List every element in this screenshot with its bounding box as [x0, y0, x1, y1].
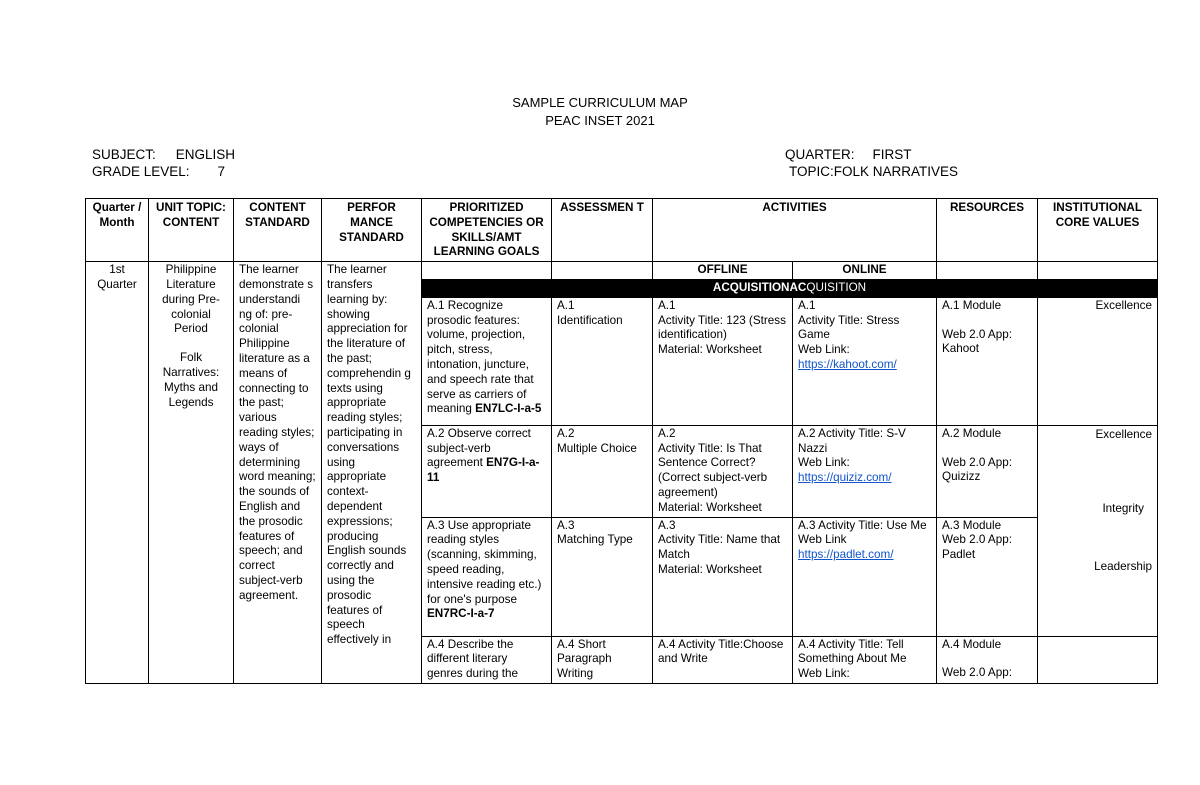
assessment-name: Identification — [557, 313, 623, 327]
subheader-blank-res — [937, 262, 1038, 280]
col-competencies-header: PRIORITIZED COMPETENCIES OR SKILLS/AMT LEARNING GOALS — [422, 199, 552, 262]
competency-code: EN7LC-I-a-5 — [475, 402, 542, 416]
col-performance-header: PERFOR MANCE STANDARD — [322, 199, 422, 262]
assessment-cell — [552, 636, 653, 683]
subheader-blank-comp — [422, 262, 552, 280]
assessment-code: A.2 — [557, 426, 575, 440]
offline-code: A.1 — [658, 298, 676, 312]
core-value: Excellence — [1095, 427, 1153, 441]
offline-code: A.3 — [658, 518, 676, 532]
online-title: A.3 Activity Title: Use Me — [798, 518, 927, 532]
quarter-value: FIRST — [872, 147, 912, 162]
col-assessment-header: ASSESSMEN T — [552, 199, 653, 262]
offline-title: A.4 Activity Title:Choose and Write — [658, 637, 784, 666]
online-link[interactable]: https://quiziz.com/ — [798, 471, 892, 485]
quarter-line — [785, 147, 912, 162]
resource-app: Web 2.0 App: Kahoot — [942, 327, 1012, 356]
grade-label: GRADE LEVEL: — [92, 164, 190, 179]
curriculum-map-table — [85, 198, 1158, 684]
resource-module: A.3 Module — [942, 518, 1002, 532]
subject-label: SUBJECT: — [92, 147, 156, 162]
assessment-cell — [552, 297, 653, 425]
unit-topic-cell — [149, 262, 234, 684]
offline-code: A.2 — [658, 426, 676, 440]
assessment-name: A.4 Short Paragraph Writing — [557, 637, 612, 681]
online-web-label: Web Link: — [798, 667, 850, 681]
offline-material: Material: Worksheet — [658, 500, 762, 514]
unit-subtitle: Folk Narratives: Myths and Legends — [162, 351, 220, 409]
core-value: Integrity — [1102, 501, 1145, 515]
online-activity-cell — [793, 425, 937, 517]
grade-value: 7 — [217, 164, 226, 179]
online-link[interactable]: https://kahoot.com/ — [798, 357, 897, 371]
assessment-cell — [552, 517, 653, 636]
col-unit-header: UNIT TOPIC: CONTENT — [149, 199, 234, 262]
assessment-name: Matching Type — [557, 533, 633, 547]
core-value: Excellence — [1095, 298, 1153, 312]
banner-bold: ACQUISITIONAC — [712, 280, 807, 294]
core-value: Leadership — [1094, 560, 1153, 574]
resource-app: Web 2.0 App: — [942, 666, 1012, 680]
competency-cell — [422, 297, 552, 425]
col-content-header: CONTENT STANDARD — [234, 199, 322, 262]
resources-cell — [937, 636, 1038, 683]
resources-cell — [937, 517, 1038, 636]
competency-text: A.2 Observe correct subject-verb agreement — [427, 426, 531, 470]
document-title: SAMPLE CURRICULUM MAP — [512, 95, 688, 110]
resource-app: Web 2.0 App: Padlet — [942, 533, 1012, 562]
resource-module: A.4 Module — [942, 637, 1002, 651]
col-quarter-header: Quarter / Month — [86, 199, 149, 262]
subheader-row — [86, 262, 1158, 280]
subheader-blank-assess — [552, 262, 653, 280]
quarter-cell: 1st Quarter — [86, 262, 149, 684]
online-activity-cell — [793, 517, 937, 636]
competency-text: A.4 Describe the different literary genres during the — [427, 637, 518, 681]
content-standard-cell: The learner demonstrate s understandi ng of: pre-colonial Philippine literature as a means of connecting to the past; various reading styles; ways of determining word meaning; the sounds of English and the prosodic features of speech; and correct subject-verb agreement. — [234, 262, 322, 684]
subject-line — [92, 147, 235, 162]
offline-title: Activity Title: Name that Match — [658, 533, 781, 562]
offline-header: OFFLINE — [653, 262, 793, 280]
assessment-code: A.1 — [557, 298, 575, 312]
offline-title: Activity Title: 123 (Stress identification) — [658, 313, 786, 342]
subject-value: ENGLISH — [175, 147, 236, 162]
banner-normal: QUISITION — [806, 280, 867, 294]
offline-activity-cell — [653, 517, 793, 636]
offline-material: Material: Worksheet — [658, 562, 762, 576]
col-values-header: INSTITUTIONAL CORE VALUES — [1038, 199, 1158, 262]
assessment-name: Multiple Choice — [557, 441, 637, 455]
offline-material: Material: Worksheet — [658, 343, 762, 357]
online-title: Activity Title: Stress Game — [798, 313, 900, 342]
resource-module: A.2 Module — [942, 426, 1002, 440]
offline-activity-cell — [653, 636, 793, 683]
quarter-label: QUARTER: — [785, 147, 855, 162]
resource-module: A.1 Module — [942, 298, 1002, 312]
online-web-label: Web Link: — [798, 343, 850, 357]
assessment-code: A.3 — [557, 518, 575, 532]
acquisition-banner — [422, 279, 1158, 297]
core-values-cell — [1038, 425, 1158, 636]
subheader-blank-values — [1038, 262, 1158, 280]
competency-text: A.3 Use appropriate reading styles (scanning, skimming, speed reading, intensive reading etc.) for one's purpose — [427, 518, 542, 606]
online-activity-cell — [793, 297, 937, 425]
resource-app: Web 2.0 App: Quizizz — [942, 455, 1012, 484]
document-subtitle: PEAC INSET 2021 — [545, 113, 655, 128]
offline-activity-cell — [653, 297, 793, 425]
resources-cell — [937, 297, 1038, 425]
core-values-cell — [1038, 297, 1158, 425]
competency-code: EN7RC-I-a-7 — [427, 607, 495, 621]
unit-title: Philippine Literature during Pre-colonial Period — [162, 263, 220, 336]
online-web-label: Web Link: — [798, 456, 850, 470]
online-title: A.4 Activity Title: Tell Something About Me — [798, 637, 907, 666]
col-resources-header: RESOURCES — [937, 199, 1038, 262]
grade-line — [92, 164, 225, 179]
resources-cell — [937, 425, 1038, 517]
topic-line: TOPIC:FOLK NARRATIVES — [789, 164, 959, 179]
online-code: A.1 — [798, 298, 816, 312]
col-activities-header: ACTIVITIES — [653, 199, 937, 262]
competency-cell — [422, 425, 552, 517]
assessment-cell — [552, 425, 653, 517]
online-web-label: Web Link — [798, 533, 847, 547]
online-link[interactable]: https://padlet.com/ — [798, 548, 894, 562]
online-title: A.2 Activity Title: S-V Nazzi — [798, 426, 906, 455]
header-row — [86, 199, 1158, 262]
competency-code: EN7G-I-a-11 — [427, 456, 540, 485]
performance-standard-cell: The learner transfers learning by: showing appreciation for the literature of the past; comprehendin g texts using appropriate reading styles; participating in conversations using appropriate context-dependent expressions; producing English sounds correctly and using the prosodic features of speech effectively in — [322, 262, 422, 684]
online-activity-cell — [793, 636, 937, 683]
core-values-cell — [1038, 636, 1158, 683]
online-header: ONLINE — [793, 262, 937, 280]
competency-cell — [422, 517, 552, 636]
competency-text: A.1 Recognize prosodic features: volume, projection, pitch, stress, intonation, juncture, and speech rate that serve as carriers of meaning — [427, 298, 534, 416]
competency-cell — [422, 636, 552, 683]
offline-title: Activity Title: Is That Sentence Correct? (Correct subject-verb agreement) — [658, 441, 768, 499]
offline-activity-cell — [653, 425, 793, 517]
